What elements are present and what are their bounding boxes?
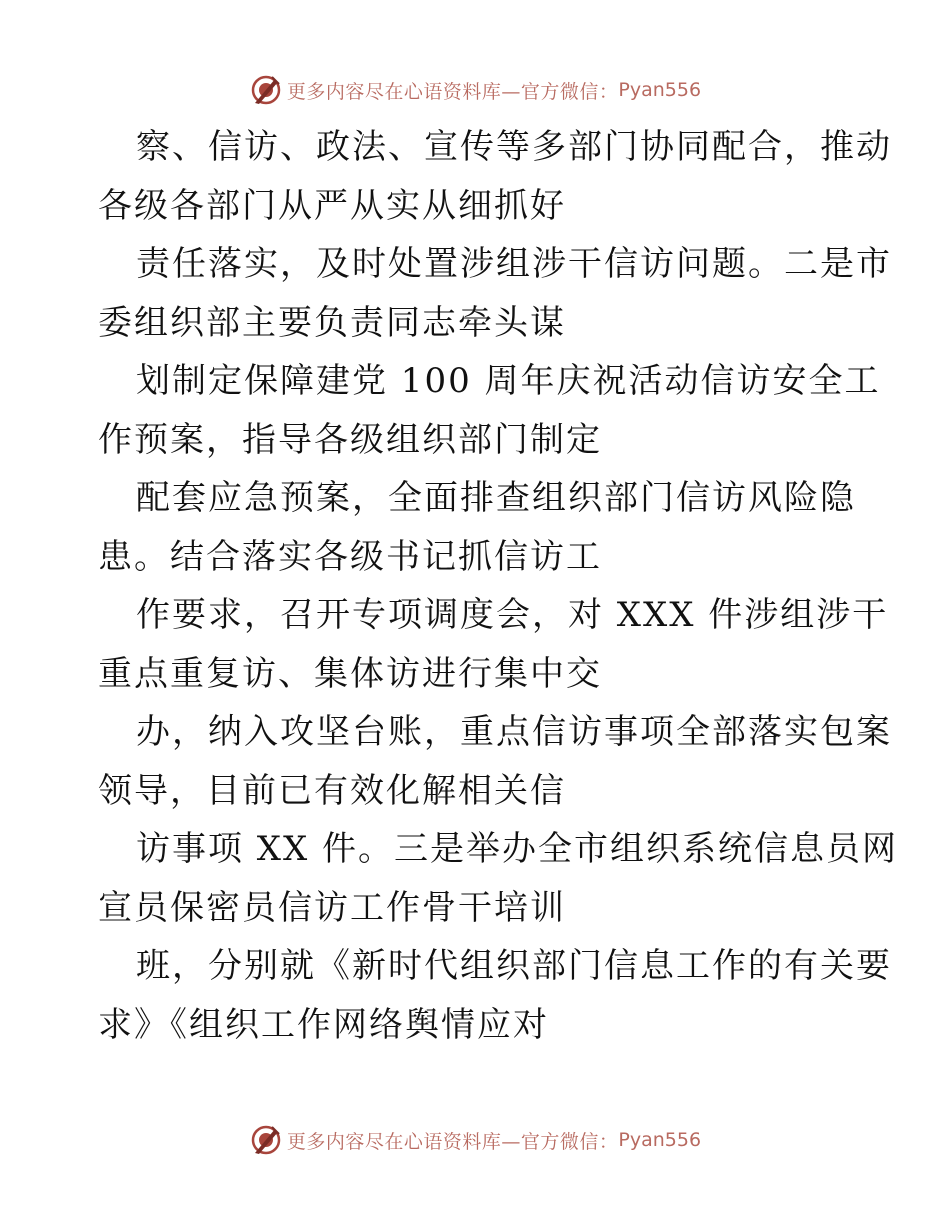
body-line: 各级各部门从严从实从细抓好 [98,185,566,226]
body-line: 求》《组织工作网络舆情应对 [98,1004,549,1045]
body-line: 划制定保障建党 100 周年庆祝活动信访安全工 [136,361,881,401]
body-line: 领导，目前已有效化解相关信 [98,770,566,811]
footer-banner-text: 更多内容尽在心语资料库—官方微信： [286,1130,619,1153]
header-banner-text: 更多内容尽在心语资料库—官方微信： [286,80,619,103]
footer-wechat-id: Pyan556 [618,1129,702,1151]
body-line: 重点重复访、集体访进行集中交 [98,653,602,694]
body-line: 办，纳入攻坚台账，重点信访事项全部落实包案 [136,712,892,752]
body-line: 察、信访、政法、宣传等多部门协同配合，推动 [136,127,892,167]
document-body [98,118,899,1054]
header-wechat-id: Pyan556 [618,79,702,101]
pen-logo-icon [249,73,283,107]
body-line: 作预案，指导各级组织部门制定 [98,419,602,460]
body-line: 患。结合落实各级书记抓信访工 [98,536,602,577]
body-line: 委组织部主要负责同志牵头谋 [98,302,566,343]
footer-banner [0,1120,950,1160]
body-line: 访事项 XX 件。三是举办全市组织系统信息员网 [136,829,899,869]
body-line: 作要求，召开专项调度会，对 XXX 件涉组涉干 [136,595,889,635]
body-line: 宣员保密员信访工作骨干培训 [98,887,566,928]
pen-logo-icon [249,1123,283,1157]
body-line: 配套应急预案，全面排查组织部门信访风险隐 [136,478,856,518]
header-banner [0,70,950,110]
body-line: 责任落实，及时处置涉组涉干信访问题。二是市 [136,244,892,284]
body-line: 班，分别就《新时代组织部门信息工作的有关要 [136,946,892,986]
